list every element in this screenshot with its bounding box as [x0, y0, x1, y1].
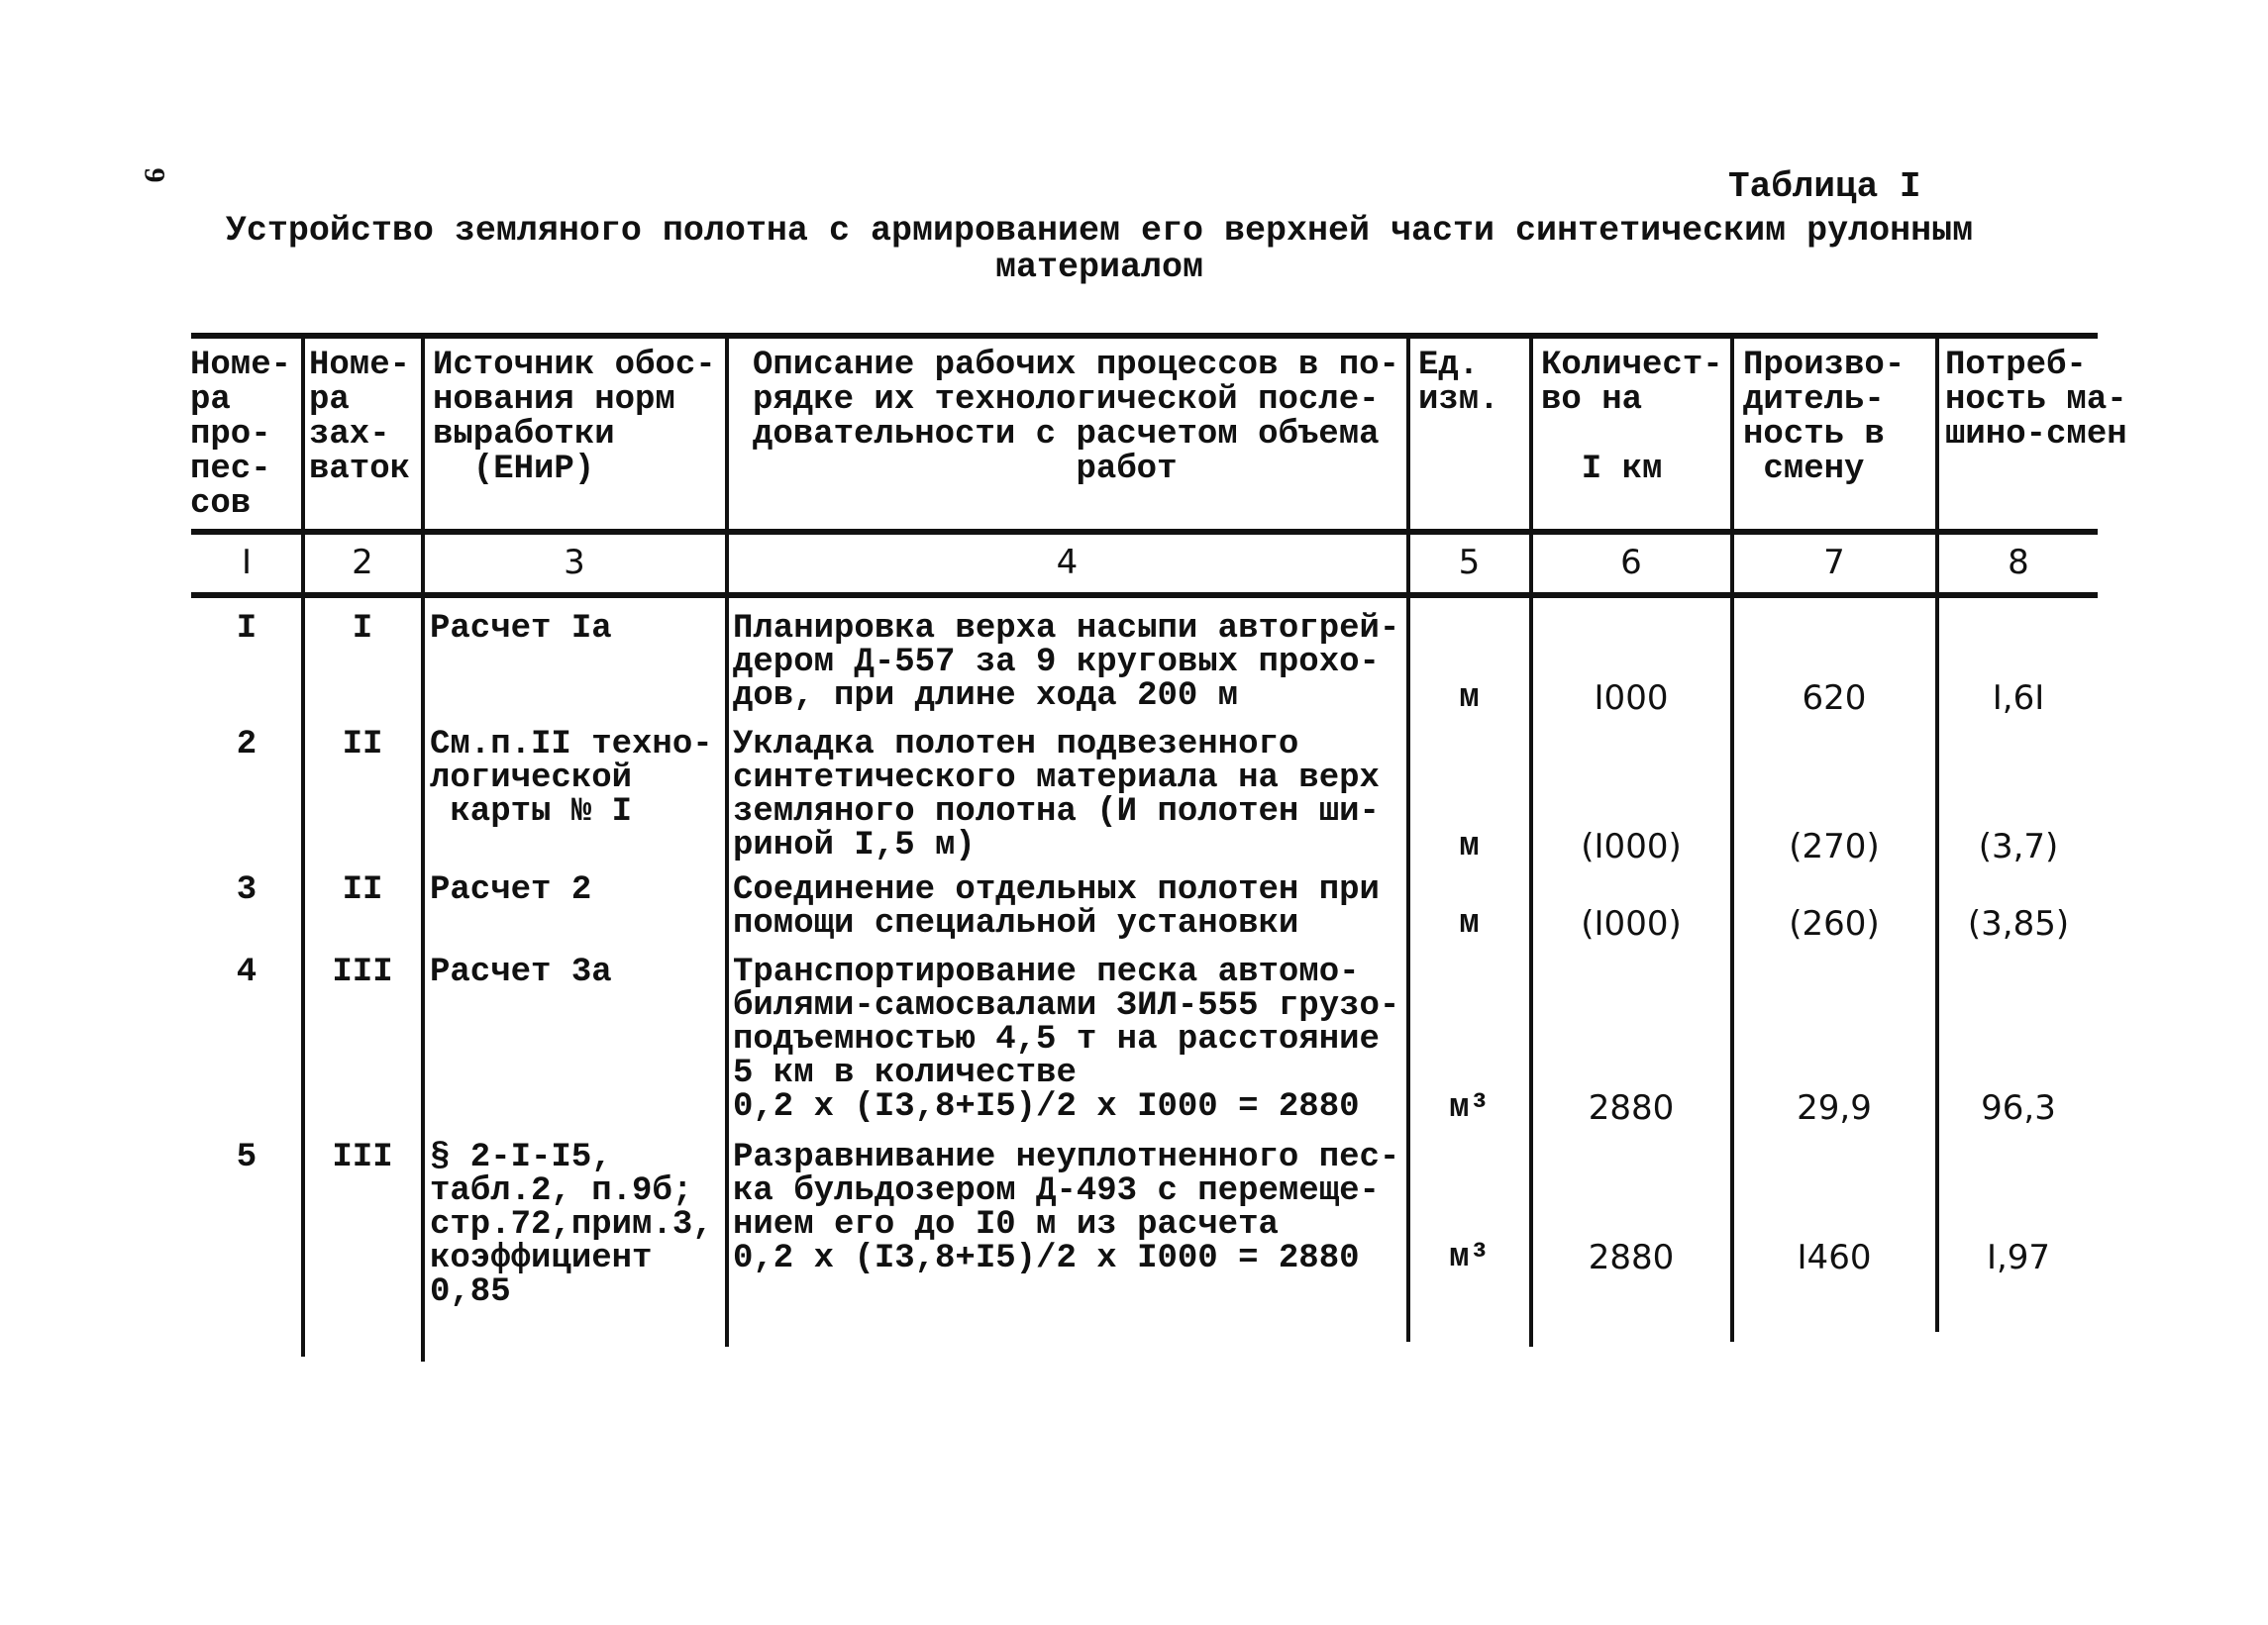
- header-quantity: Количест- во на I км: [1541, 347, 1723, 488]
- source: Расчет Iа: [430, 610, 612, 648]
- col-divider-2: [421, 337, 425, 1362]
- column-number: 3: [564, 543, 585, 582]
- table-top-rule: [191, 333, 2098, 339]
- description: Разравнивание неуплотненного пес- ка бульдозером Д-493 с перемеще- нием его до I0 м из расчета 0,2 х (I3,8+I5)/2 х I000 = 2880: [733, 1139, 1400, 1277]
- header-machine-shifts: Потреб- ность ма- шино-смен: [1945, 347, 2127, 454]
- quantity: I000: [1594, 678, 1669, 718]
- table-title-text: Устройство земляного полотна с армированием его верхней части синтетическим рулонным материалом: [225, 211, 1974, 287]
- process-no: I: [236, 610, 258, 648]
- productivity: 29,9: [1797, 1088, 1872, 1128]
- quantity: (I000): [1581, 904, 1682, 944]
- grip-no: III: [332, 1139, 393, 1176]
- unit: м: [1459, 679, 1480, 717]
- column-number: 8: [2008, 543, 2029, 582]
- unit: м³: [1449, 1239, 1490, 1276]
- column-number: 7: [1823, 543, 1845, 582]
- machine-shifts: I,97: [1986, 1238, 2051, 1277]
- quantity: (I000): [1581, 827, 1682, 866]
- process-no: 4: [236, 954, 258, 991]
- process-no: 2: [236, 726, 258, 763]
- column-number: 5: [1458, 543, 1481, 582]
- header-bottom-rule: [191, 529, 2098, 535]
- header-source: Источник обос- нования норм выработки (ЕНиР): [433, 347, 716, 488]
- source: Расчет 3а: [430, 954, 612, 991]
- column-number: 2: [352, 543, 373, 582]
- grip-no: III: [332, 954, 393, 991]
- productivity: 620: [1802, 678, 1867, 718]
- process-no: 3: [236, 871, 258, 909]
- column-number: 4: [1056, 543, 1079, 582]
- source: § 2-I-I5, табл.2, п.9б; стр.72,прим.3, коэффициент 0,85: [430, 1139, 713, 1311]
- table-title: [198, 213, 2001, 286]
- description: Укладка полотен подвезенного синтетического материала на верх земляного полотна (И полотен ши- риной I,5 м): [733, 726, 1380, 864]
- machine-shifts: (3,85): [1967, 904, 2070, 944]
- header-description: Описание рабочих процессов в по- рядке их технологической после- довательности с расчетом объема работ: [753, 347, 1399, 488]
- description: Соединение отдельных полотен при помощи специальной установки: [733, 871, 1380, 943]
- machine-shifts: I,6I: [1992, 678, 2045, 718]
- header-process-no: Номе- ра про- пес- сов: [190, 347, 292, 523]
- quantity: 2880: [1588, 1088, 1675, 1128]
- column-number: I: [241, 543, 253, 582]
- machine-shifts: 96,3: [1981, 1088, 2056, 1128]
- machine-shifts: (3,7): [1978, 827, 2059, 866]
- unit: м: [1459, 828, 1480, 865]
- grip-no: II: [342, 871, 383, 909]
- productivity: (270): [1789, 827, 1880, 866]
- productivity: (260): [1789, 904, 1880, 944]
- unit: м: [1459, 905, 1480, 943]
- unit: м³: [1449, 1089, 1490, 1127]
- header-productivity: Произво- дитель- ность в смену: [1743, 347, 1906, 488]
- table-label: Таблица I: [1728, 166, 1921, 207]
- productivity: I460: [1797, 1238, 1872, 1277]
- description: Планировка верха насыпи автогрей- дером Д-557 за 9 круговых прохо- дов, при длине хода 200 м: [733, 610, 1400, 715]
- header-grip-no: Номе- ра зах- ваток: [309, 347, 411, 488]
- description: Транспортирование песка автомо- билями-самосвалами ЗИЛ-555 грузо- подъемностью 4,5 т на расстояние 5 км в количестве 0,2 х (I3,8+I5)/2 х I000 = 2880: [733, 954, 1400, 1126]
- header-unit: Ед. изм.: [1418, 347, 1499, 419]
- quantity: 2880: [1588, 1238, 1675, 1277]
- col-divider-3: [725, 337, 729, 1347]
- grip-no: II: [342, 726, 383, 763]
- column-number: 6: [1620, 543, 1642, 582]
- source: См.п.II техно- логической карты № I: [430, 726, 713, 831]
- numbers-bottom-rule: [191, 592, 2098, 598]
- process-no: 5: [236, 1139, 258, 1176]
- page-number: 9: [138, 167, 171, 183]
- source: Расчет 2: [430, 871, 592, 909]
- grip-no: I: [352, 610, 373, 648]
- col-divider-1: [301, 337, 305, 1357]
